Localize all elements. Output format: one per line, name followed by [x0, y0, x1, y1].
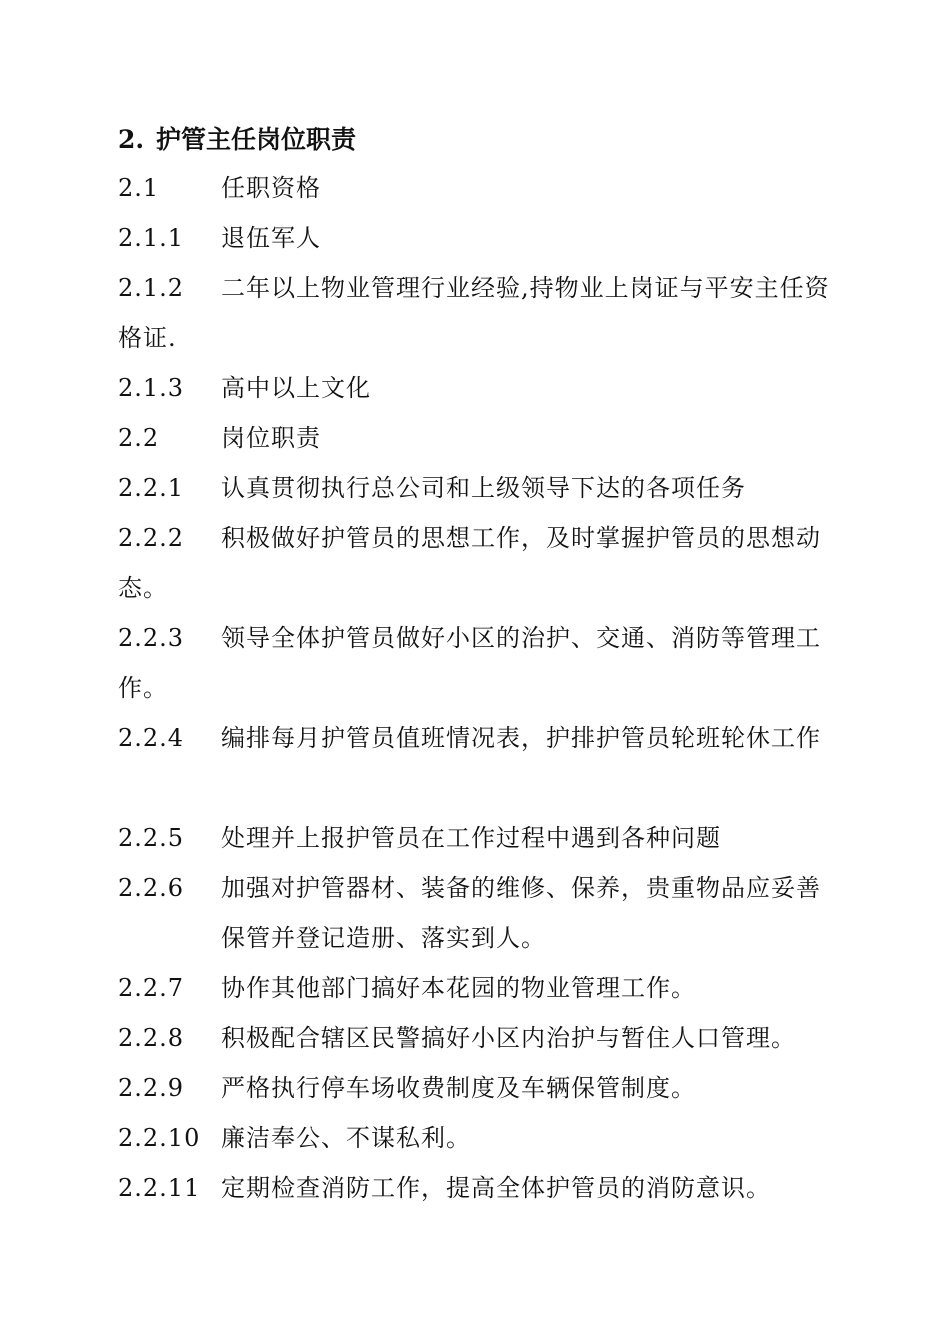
- list-item: [118, 863, 834, 963]
- list-item: [118, 513, 834, 613]
- item-text: 严格执行停车场收费制度及车辆保管制度。: [221, 1074, 696, 1102]
- item-number: 2.2.1: [118, 474, 185, 502]
- list-item: [118, 1063, 834, 1113]
- list-item: [118, 163, 834, 213]
- item-number: 2.2.8: [118, 1024, 185, 1052]
- item-text: 领导全体护管员做好小区的治护、交通、消防等管理工作。: [118, 624, 821, 702]
- item-text: 编排每月护管员值班情况表，护排护管员轮班轮休工作: [221, 724, 821, 752]
- item-text: 积极配合辖区民警搞好小区内治护与暂住人口管理。: [221, 1024, 796, 1052]
- item-number: 2.1.3: [118, 374, 185, 402]
- item-number: 2.2.5: [118, 824, 185, 852]
- item-text: 退伍军人: [221, 224, 321, 252]
- list-item: [118, 963, 834, 1013]
- list-item: [118, 263, 834, 363]
- item-number: 2.2.7: [118, 974, 185, 1002]
- item-number: 2.2: [118, 424, 160, 452]
- item-text: 认真贯彻执行总公司和上级领导下达的各项任务: [221, 474, 746, 502]
- item-number: 2.2.2: [118, 524, 185, 552]
- item-number: 2.2.6: [118, 874, 185, 902]
- item-text: 协作其他部门搞好本花园的物业管理工作。: [221, 974, 696, 1002]
- item-text: 加强对护管器材、装备的维修、保养，贵重物品应妥善保管并登记造册、落实到人。: [221, 874, 821, 952]
- item-text: 定期检查消防工作，提高全体护管员的消防意识。: [221, 1174, 771, 1202]
- list-item: [118, 463, 834, 513]
- list-item: [118, 1113, 834, 1163]
- list-item: [118, 1013, 834, 1063]
- item-text: 积极做好护管员的思想工作，及时掌握护管员的思想动态。: [118, 524, 821, 602]
- section-number: 2.: [118, 125, 145, 154]
- item-number: 2.2.11: [118, 1174, 201, 1202]
- item-number: 2.2.4: [118, 724, 185, 752]
- item-number: 2.2.10: [118, 1124, 201, 1152]
- item-number: 2.1.1: [118, 224, 185, 252]
- item-text: 高中以上文化: [221, 374, 371, 402]
- list-item: [118, 813, 834, 863]
- list-item: [118, 1163, 834, 1213]
- list-item: [118, 613, 834, 713]
- list-item: [118, 363, 834, 413]
- item-number: 2.2.9: [118, 1074, 185, 1102]
- item-number: 2.1.2: [118, 274, 185, 302]
- list-item: [118, 713, 834, 763]
- section-title: 护管主任岗位职责: [156, 125, 357, 154]
- list-item: [118, 213, 834, 263]
- item-number: 2.1: [118, 174, 160, 202]
- item-text: 岗位职责: [221, 424, 321, 452]
- item-number: 2.2.3: [118, 624, 185, 652]
- item-text: 廉洁奉公、不谋私利。: [221, 1124, 471, 1152]
- item-text: 任职资格: [221, 174, 321, 202]
- item-text: 二年以上物业管理行业经验,持物业上岗证与平安主任资格证.: [118, 274, 830, 352]
- section-heading: [118, 120, 356, 160]
- list-item: [118, 413, 834, 463]
- item-text: 处理并上报护管员在工作过程中遇到各种问题: [221, 824, 721, 852]
